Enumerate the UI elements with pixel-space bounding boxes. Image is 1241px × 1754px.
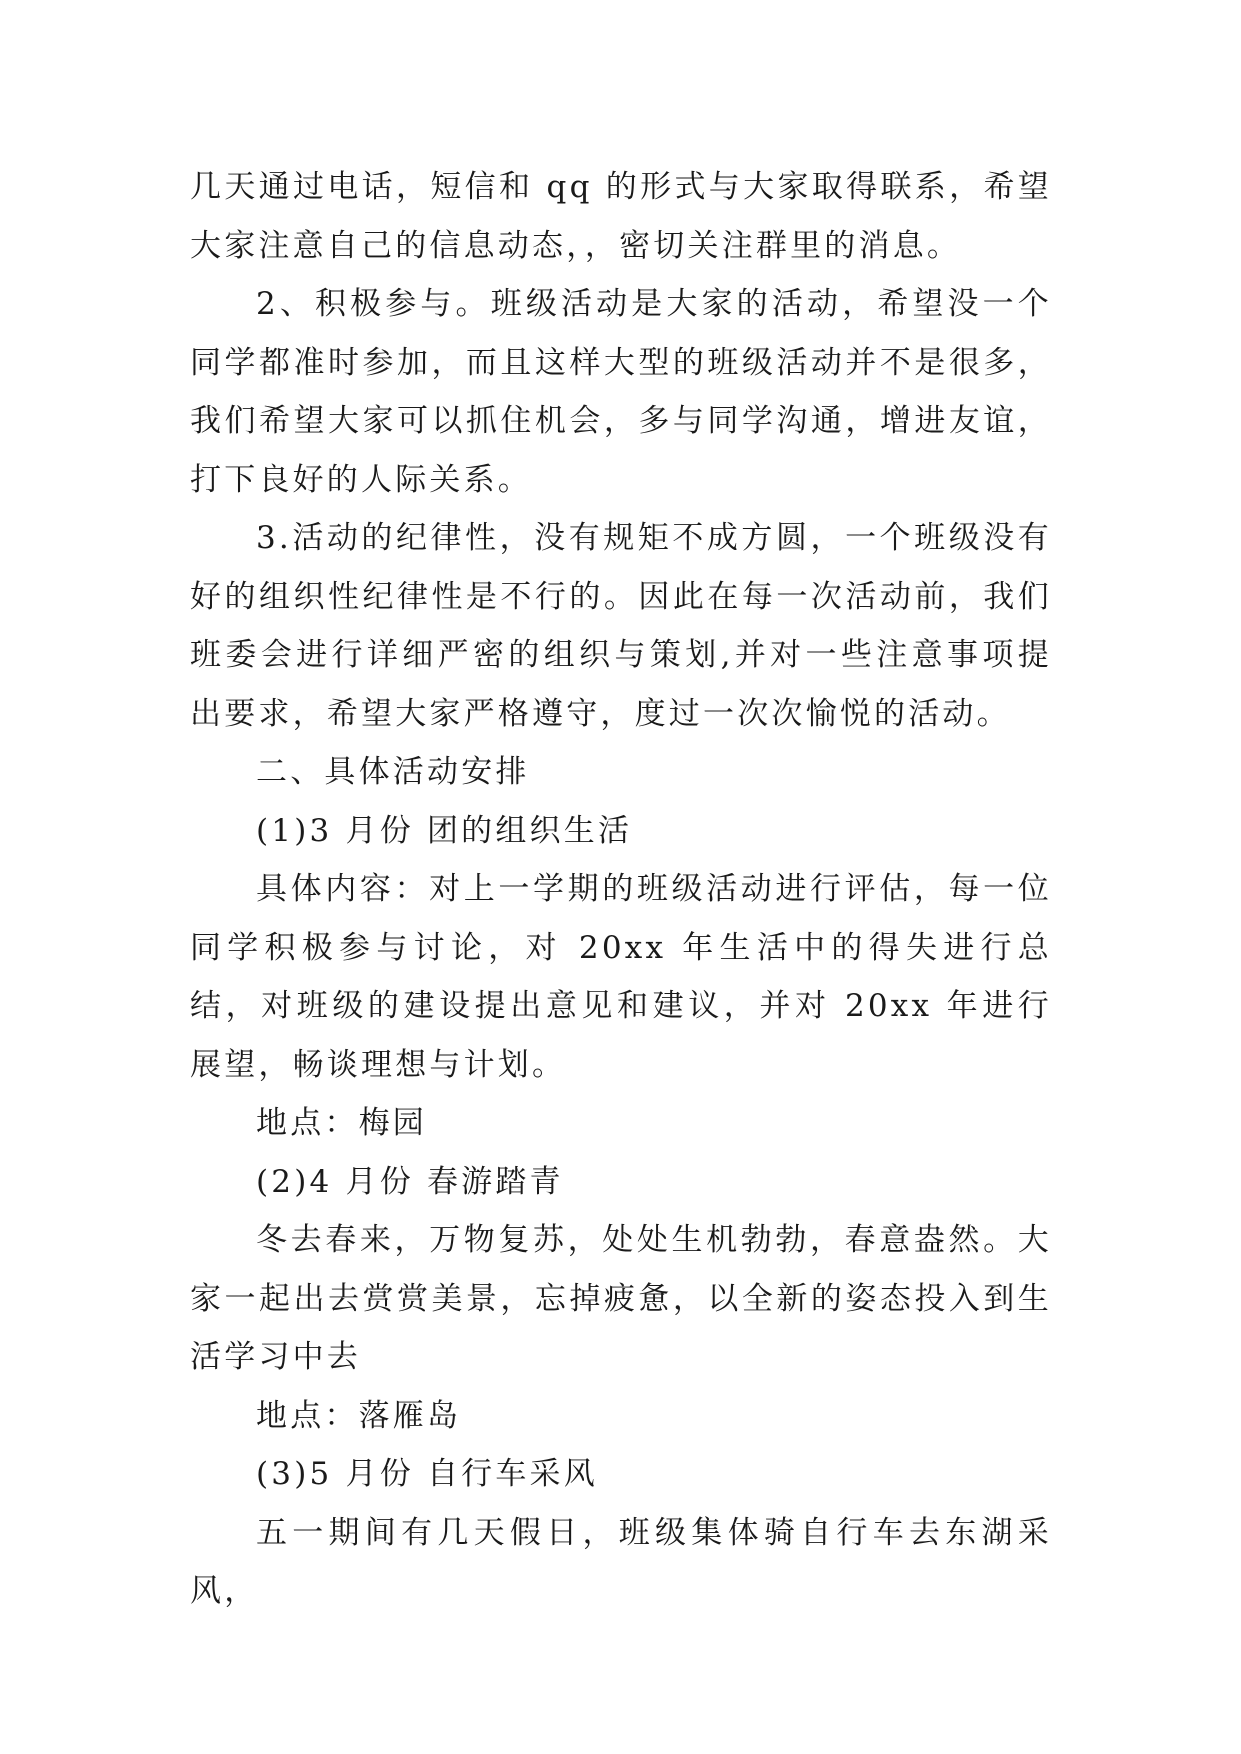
paragraph-may-content: 五一期间有几天假日，班级集体骑自行车去东湖采风， bbox=[190, 1514, 1052, 1609]
section-heading-activity-schedule: 二、具体活动安排 bbox=[256, 754, 530, 790]
item-heading-may: (3)5 月份 自行车采风 bbox=[256, 1456, 598, 1492]
item-heading-march: (1)3 月份 团的组织生活 bbox=[256, 812, 633, 849]
item-heading-april: (2)4 月份 春游踏青 bbox=[256, 1163, 564, 1200]
paragraph-activity-discipline: 3.活动的纪律性，没有规矩不成方圆，一个班级没有好的组织性纪律性是不行的。因此在每一次活动前，我们班委会进行详细严密的组织与策划,并对一些注意事项提出要求，希望大家严格遵守，度过一次次愉悦的活动。 bbox=[190, 520, 1052, 732]
paragraph-contact-notice: 几天通过电话，短信和 qq 的形式与大家取得联系，希望大家注意自己的信息动态，，密切关注群里的消息。 bbox=[190, 169, 1052, 264]
paragraph-march-content: 具体内容：对上一学期的班级活动进行评估，每一位同学积极参与讨论，对 20xx 年生活中的得失进行总结，对班级的建设提出意见和建议，并对 20xx 年进行展望，畅谈理想与计划。 bbox=[190, 871, 1052, 1083]
location-march: 地点：梅园 bbox=[256, 1105, 427, 1141]
paragraph-april-content: 冬去春来，万物复苏，处处生机勃勃，春意盎然。大家一起出去赏赏美景，忘掉疲惫，以全新的姿态投入到生活学习中去 bbox=[190, 1222, 1052, 1375]
paragraph-active-participation: 2、积极参与。班级活动是大家的活动，希望没一个同学都准时参加，而且这样大型的班级活动并不是很多，我们希望大家可以抓住机会，多与同学沟通，增进友谊，打下良好的人际关系。 bbox=[190, 286, 1052, 498]
document-page bbox=[190, 158, 1052, 1621]
location-april: 地点：落雁岛 bbox=[256, 1397, 462, 1434]
